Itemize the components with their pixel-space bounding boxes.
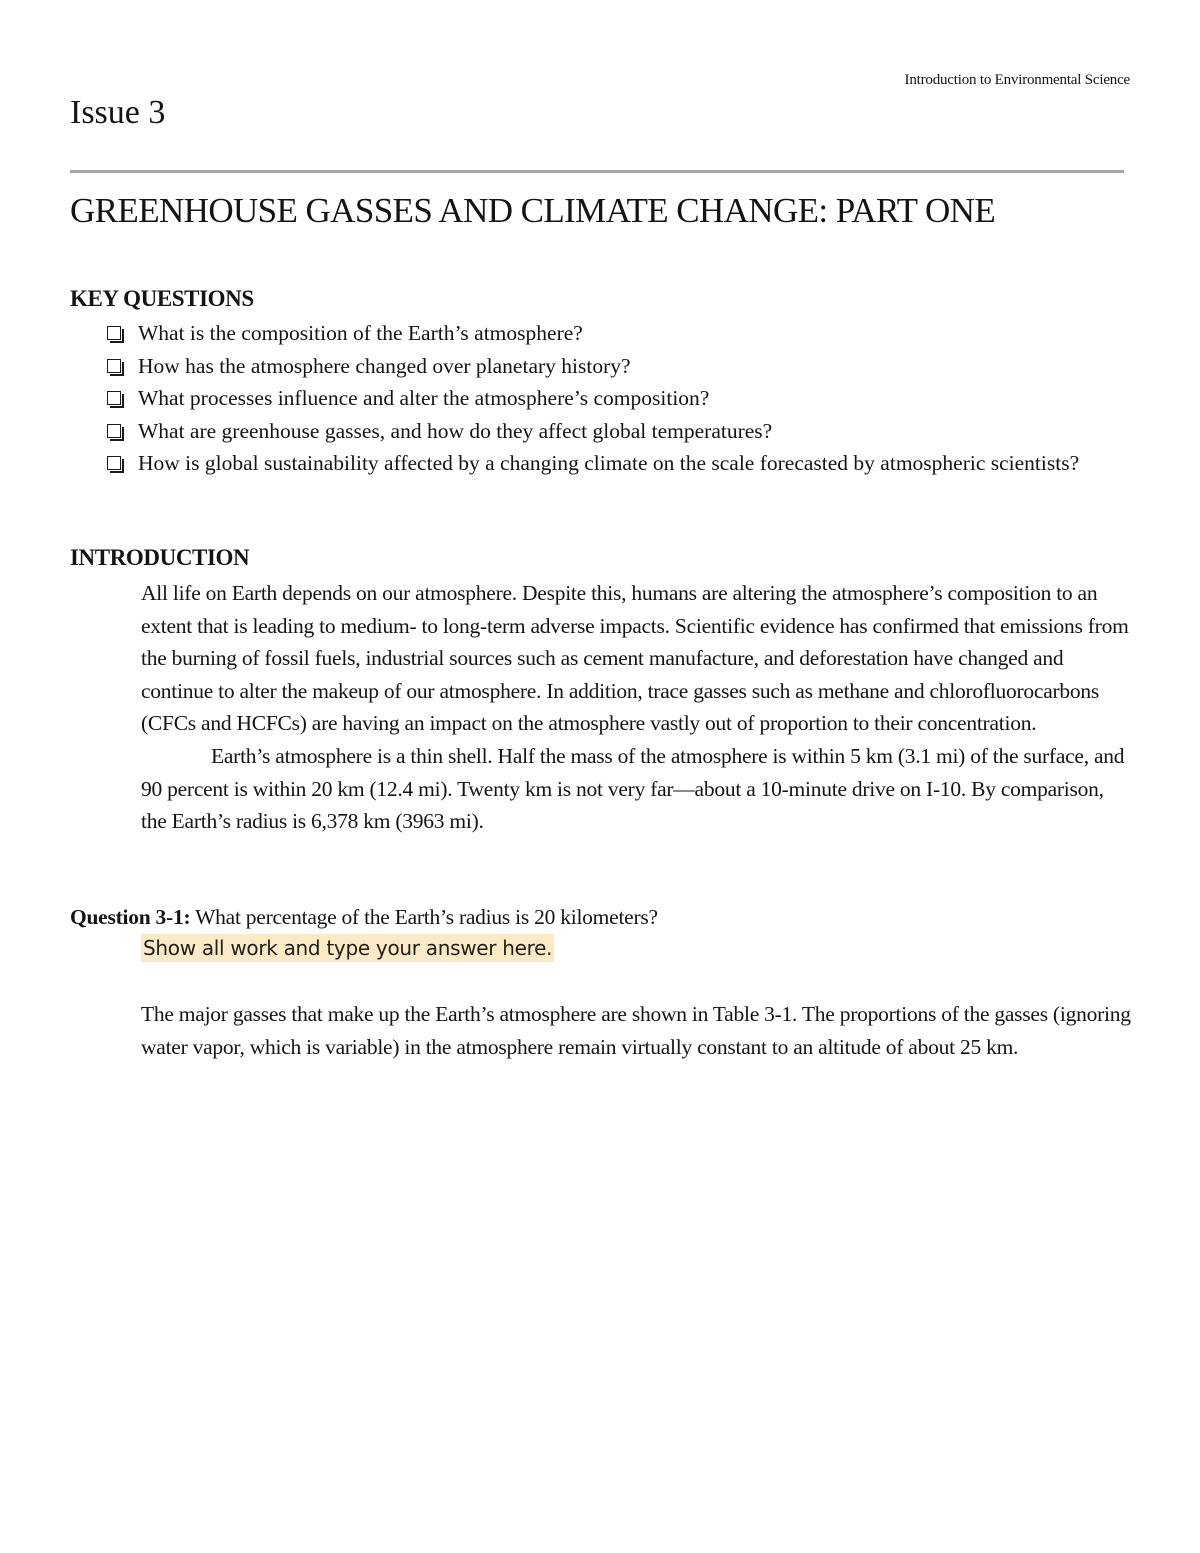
question-3-1 [70,901,1130,934]
introduction-body [141,577,1131,838]
key-question-item [107,382,1117,415]
running-header: Introduction to Environmental Science [904,72,1130,88]
key-question-item [107,317,1117,350]
answer-field[interactable]: Show all work and type your answer here. [143,936,553,960]
introduction-paragraph: All life on Earth depends on our atmosphere. Despite this, humans are altering the atmosphere’s composition to an extent that is leading to medium- to long-term adverse impacts. Scientific evidence has confirmed that emissions from the burning of fossil fuels, industrial sources such as cement manufacture, and deforestation have changed and continue to alter the makeup of our atmosphere. In addition, trace gasses such as methane and chlorofluorocarbons (CFCs and HCFCs) are having an impact on the atmosphere vastly out of proportion to their concentration. [141,581,1129,736]
key-question-text: How has the atmosphere changed over planetary history? [138,353,631,378]
key-questions-heading: KEY QUESTIONS [70,286,254,311]
horizontal-rule [70,170,1124,173]
key-questions-list [107,317,1117,480]
checkbox-icon [107,391,121,405]
closing-body [141,998,1131,1063]
key-question-text: What is the composition of the Earth’s atmosphere? [138,321,583,345]
checkbox-icon [107,424,121,438]
checkbox-icon [107,456,121,470]
key-question-text: How is global sustainability affected by a changing climate on the scale forecasted by atmospheric scientists? [138,451,1080,476]
introduction-paragraph: Earth’s atmosphere is a thin shell. Half the mass of the atmosphere is within 5 km (3.1 mi) of the surface, and 90 percent is within 20 km (12.4 mi). Twenty km is not very far—about a 10-minute drive on I-10. By comparison, the Earth’s radius is 6,378 km (3963 mi). [141,743,1125,834]
key-question-item [107,447,1117,480]
key-question-text: What processes influence and alter the atmosphere’s composition? [138,386,710,411]
question-text: What percentage of the Earth’s radius is 20 kilometers? [195,905,658,929]
key-question-text: What are greenhouse gasses, and how do they affect global temperatures? [138,418,773,443]
checkbox-icon [107,359,121,373]
introduction-heading: INTRODUCTION [70,545,250,570]
document-title: GREENHOUSE GASSES AND CLIMATE CHANGE: PART ONE [70,191,996,230]
closing-paragraph: The major gasses that make up the Earth’s atmosphere are shown in Table 3-1. The proportions of the gasses (ignoring water vapor, which is variable) in the atmosphere remain virtually constant to an altitude of about 25 km. [141,1002,1131,1059]
checkbox-icon [107,326,121,340]
key-question-item [107,415,1117,448]
question-label: Question 3-1: [70,905,191,929]
key-question-item [107,350,1117,383]
issue-title: Issue 3 [70,94,166,131]
